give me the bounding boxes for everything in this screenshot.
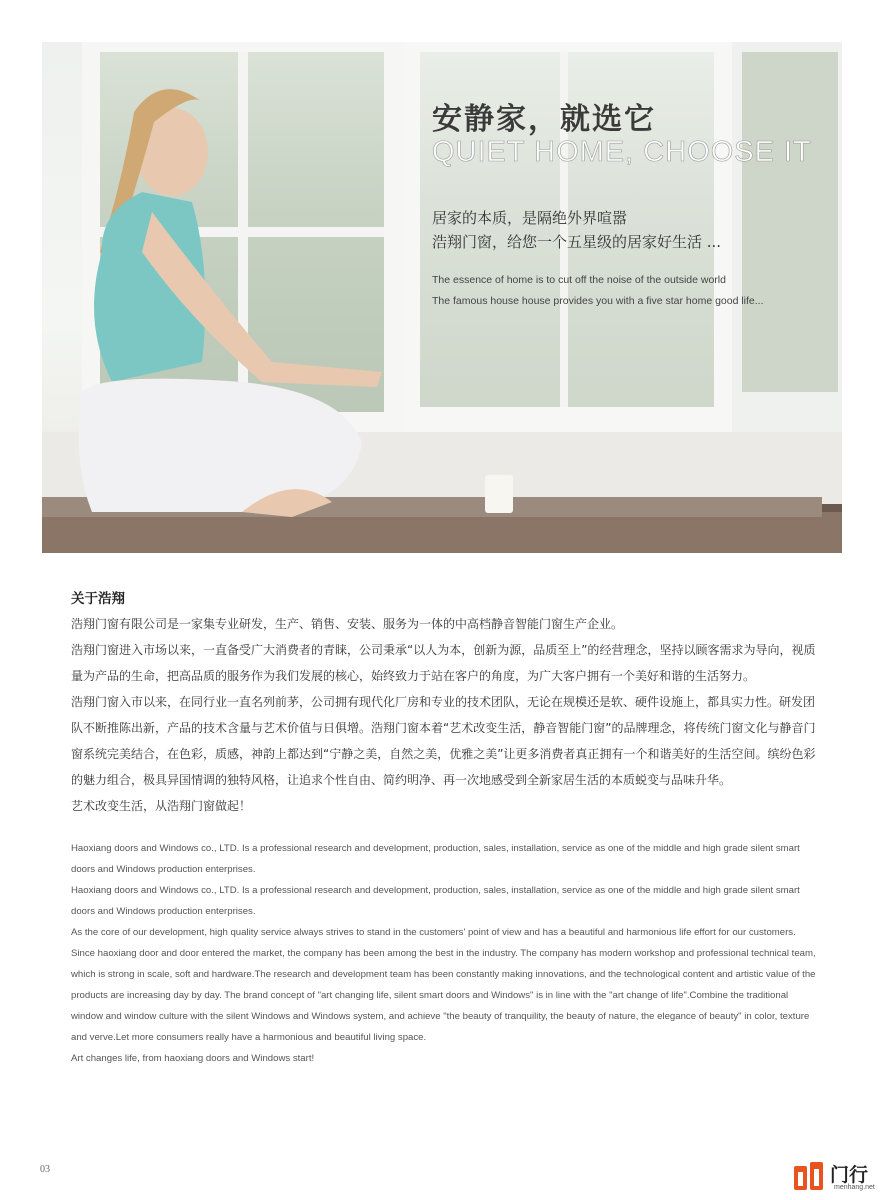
hero-body-cn (432, 206, 721, 254)
page-number: 03 (40, 1164, 50, 1175)
about-paragraph-en: Haoxiang doors and Windows co., LTD. Is a professional research and development, production, sales, installation, service as one of the middle and high grade silent smart doors and Windows production enterprises. (71, 885, 800, 917)
logo-text: 门行 (830, 1164, 869, 1186)
hero-body-cn-line: 居家的本质，是隔绝外界喧嚣 (432, 209, 628, 227)
hero-body-en (432, 270, 764, 312)
hero-body-en-line: The famous house house provides you with a five star home good life... (432, 295, 764, 307)
about-paragraph-cn: 浩翔门窗入市以来，在同行业一直名列前茅，公司拥有现代化厂房和专业的技术团队，无论在规模还是软、硬件设施上，都具实力性。研发团队不断推陈出新，产品的技术含量与艺术价值与日俱增。浩翔门窗本着“艺术改变生活，静音智能门窗”的品牌理念，将传统门窗文化与静音门窗系统完美结合，在色彩，质感，神韵上都达到“宁静之美，自然之美，优雅之美”让更多消费者真正拥有一个和谐美好的生活空间。缤纷色彩的魅力组合，极具异国情调的独特风格，让追求个性自由、简约明净、再一次地感受到全新家居生活的本质蜕变与品味升华。 (71, 695, 816, 787)
about-paragraph-en: As the core of our development, high quality service always strives to stand in the customers' point of view and has a beautiful and harmonious life effort for our customers. (71, 927, 796, 938)
about-paragraph-en: Since haoxiang door and door entered the market, the company has been among the best in the industry. The company has modern workshop and professional technical team, which is strong in scale, soft and hardware.The research and development team has been constantly making innovations, and the technological content and artistic value of the products are increasing day by day. The brand concept of "art changing life, silent smart doors and Windows" is in line with the "art change of life".Combine the traditional window and window culture with the silent Windows and Windows system, and achieve "the beauty of tranquility, the beauty of nature, the elegance of beauty" in color, texture and verve.Let more consumers really have a harmonious and beautiful living space. (71, 948, 816, 1043)
about-paragraph-cn: 浩翔门窗有限公司是一家集专业研发，生产、销售、安装、服务为一体的中高档静音智能门窗生产企业。 (71, 617, 624, 631)
about-paragraph-en: Art changes life, from haoxiang doors and Windows start! (71, 1053, 315, 1064)
candle (485, 475, 513, 513)
hero-photo (42, 42, 842, 553)
menhang-logo[interactable] (792, 1160, 878, 1194)
logo-subtext: menhang.net (834, 1184, 875, 1191)
hero-title-en: QUIET HOME, CHOOSE IT (432, 136, 812, 168)
about-paragraph-en: Haoxiang doors and Windows co., LTD. Is a professional research and development, production, sales, installation, service as one of the middle and high grade silent smart doors and Windows production enterprises. (71, 843, 800, 875)
about-paragraph-cn: 艺术改变生活，从浩翔门窗做起！ (71, 799, 252, 813)
hero-body-en-line: The essence of home is to cut off the noise of the outside world (432, 274, 726, 286)
logo-icon (792, 1160, 826, 1194)
hero-title-cn: 安静家，就选它 (432, 102, 656, 137)
about-paragraph-cn: 浩翔门窗进入市场以来，一直备受广大消费者的青睐，公司秉承“以人为本，创新为源，品质至上”的经营理念，坚持以顾客需求为导向，视质量为产品的生命，把高品质的服务作为我们发展的核心，始终致力于站在客户的角度，为广大客户拥有一个美好和谐的生活努力。 (71, 643, 816, 683)
about-section (71, 587, 816, 819)
about-heading: 关于浩翔 (71, 591, 125, 607)
about-section-en (71, 838, 816, 1069)
hero-body-cn-line: 浩翔门窗，给您一个五星级的居家好生活 ... (432, 233, 722, 251)
